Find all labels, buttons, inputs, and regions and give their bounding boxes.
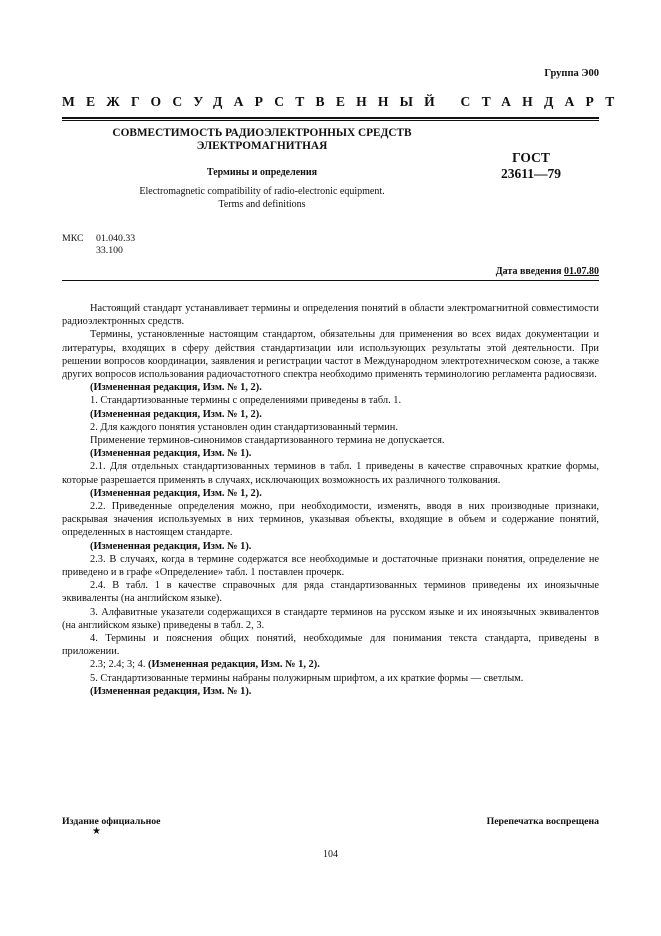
amendment-note — [62, 408, 599, 421]
body-text — [62, 302, 599, 698]
document-subtitle: Термины и определения — [206, 167, 318, 178]
amendment-note — [62, 540, 599, 553]
introduction-date-label: Дата введения — [495, 266, 562, 277]
group-code: Группа Э00 — [544, 68, 599, 79]
paragraph-text: 5. Стандартизованные термины набраны полужирным шрифтом, а их краткие формы — светлым. — [90, 672, 524, 684]
body-paragraph — [62, 421, 599, 434]
reprint-prohibited: Перепечатка воспрещена — [486, 816, 599, 827]
paragraph-text: (Измененная редакция, Изм. № 1, 2). — [90, 382, 262, 394]
body-paragraph — [62, 632, 599, 658]
body-paragraph — [62, 553, 599, 579]
intro-date-rule — [62, 280, 599, 281]
english-title-line-2: Terms and definitions — [218, 198, 306, 210]
paragraph-text: 1. Стандартизованные термины с определениями приведены в табл. 1. — [90, 395, 402, 407]
amendment-note — [62, 447, 599, 460]
paragraph-text: (Измененная редакция, Изм. № 1, 2). — [90, 408, 262, 420]
paragraph-text: (Измененная редакция, Изм. № 1). — [90, 685, 252, 697]
mks-code: 33.100 — [96, 245, 123, 256]
paragraph-text: 3. Алфавитные указатели содержащихся в стандарте терминов на русском языке и их иноязычных эквивалентов (на английском языке) приведены в табл. 2, 3. — [62, 606, 599, 631]
gost-designation — [470, 150, 592, 182]
body-paragraph — [62, 328, 599, 381]
mks-code: 01.040.33 — [96, 233, 136, 244]
paragraph-text: 2.4. В табл. 1 в качестве справочных для ряда стандартизованных терминов приведены их иноязычные эквиваленты (на английском языке). — [62, 580, 599, 605]
paragraph-text: (Измененная редакция, Изм. № 1). — [90, 540, 252, 552]
header-rule-thin — [62, 120, 599, 121]
introduction-date — [496, 266, 599, 277]
paragraph-text: Термины, установленные настоящим стандартом, обязательны для применения во всех видах документации и литературы, входящих в сферу действия стандартизации или использующих результаты этой деятельности. При решении вопросов координации, заявления и регистрации частот в Международном электротехническом союзе, а также других вопросов использования радиочастотного спектра необходимо применять терминологию регламента радиосвязи. — [62, 329, 599, 381]
gost-label: ГОСТ — [512, 150, 550, 165]
header-rule-thick — [62, 117, 599, 119]
title-line-2: ЭЛЕКТРОМАГНИТНАЯ — [196, 140, 328, 152]
body-paragraph — [62, 394, 599, 407]
body-paragraph — [62, 460, 599, 486]
introduction-date-value: 01.07.80 — [564, 266, 599, 277]
paragraph-text: Применение терминов-синонимов стандартизованного термина не допускается. — [90, 435, 445, 447]
document-title — [62, 127, 462, 153]
body-paragraph — [62, 434, 599, 447]
body-paragraph — [62, 658, 599, 671]
mks-label: МКС — [62, 233, 84, 244]
paragraph-text: 2. Для каждого понятия установлен один стандартизованный термин. — [90, 421, 398, 433]
mks-codes — [62, 233, 135, 257]
paragraph-text: 2.2. Приведенные определения можно, при необходимости, изменять, вводя в них производные признаки, раскрывая значения используемых в них терминов, указывая объекты, входящие в объем и содержание понятий, определенных в настоящем стандарте. — [62, 501, 599, 539]
title-line-1: СОВМЕСТИМОСТЬ РАДИОЭЛЕКТРОННЫХ СРЕДСТВ — [112, 127, 412, 139]
amendment-note — [62, 487, 599, 500]
amendment-note — [62, 685, 599, 698]
body-paragraph — [62, 302, 599, 328]
paragraph-text: 2.3. В случаях, когда в термине содержатся все необходимые и достаточные признаки понятия, определение не приведено и в графе «Определение» табл. 1 поставлен прочерк. — [62, 553, 599, 579]
paragraph-text: 2.3; 2.4; 3; 4. — [90, 659, 146, 671]
amendment-note: (Измененная редакция, Изм. № 1, 2). — [145, 659, 320, 671]
body-paragraph — [62, 672, 599, 685]
standard-heading: МЕЖГОСУДАРСТВЕННЫЙ СТАНДАРТ — [62, 94, 626, 109]
official-edition: Издание официальное — [62, 816, 161, 827]
star-icon: ★ — [92, 826, 101, 837]
body-paragraph — [62, 500, 599, 540]
paragraph-text: (Измененная редакция, Изм. № 1). — [90, 448, 252, 460]
gost-number: 23611—79 — [500, 166, 561, 181]
english-title — [62, 186, 462, 211]
paragraph-text: (Измененная редакция, Изм. № 1, 2). — [90, 487, 262, 499]
body-paragraph — [62, 579, 599, 605]
paragraph-text: Настоящий стандарт устанавливает термины и определения понятий в области электромагнитной совместимости радиоэлектронных средств. — [62, 303, 599, 328]
body-paragraph — [62, 606, 599, 632]
paragraph-text: 2.1. Для отдельных стандартизованных терминов в табл. 1 приведены в качестве справочных краткие формы, которые разрешается применять в случаях, исключающих возможность их различного толкования. — [62, 461, 599, 486]
page-number: 104 — [323, 849, 338, 860]
english-title-line-1: Electromagnetic compatibility of radio-electronic equipment. — [139, 186, 385, 197]
amendment-note — [62, 381, 599, 394]
paragraph-text: 4. Термины и пояснения общих понятий, необходимые для понимания текста стандарта, приведены в приложении. — [62, 633, 599, 658]
